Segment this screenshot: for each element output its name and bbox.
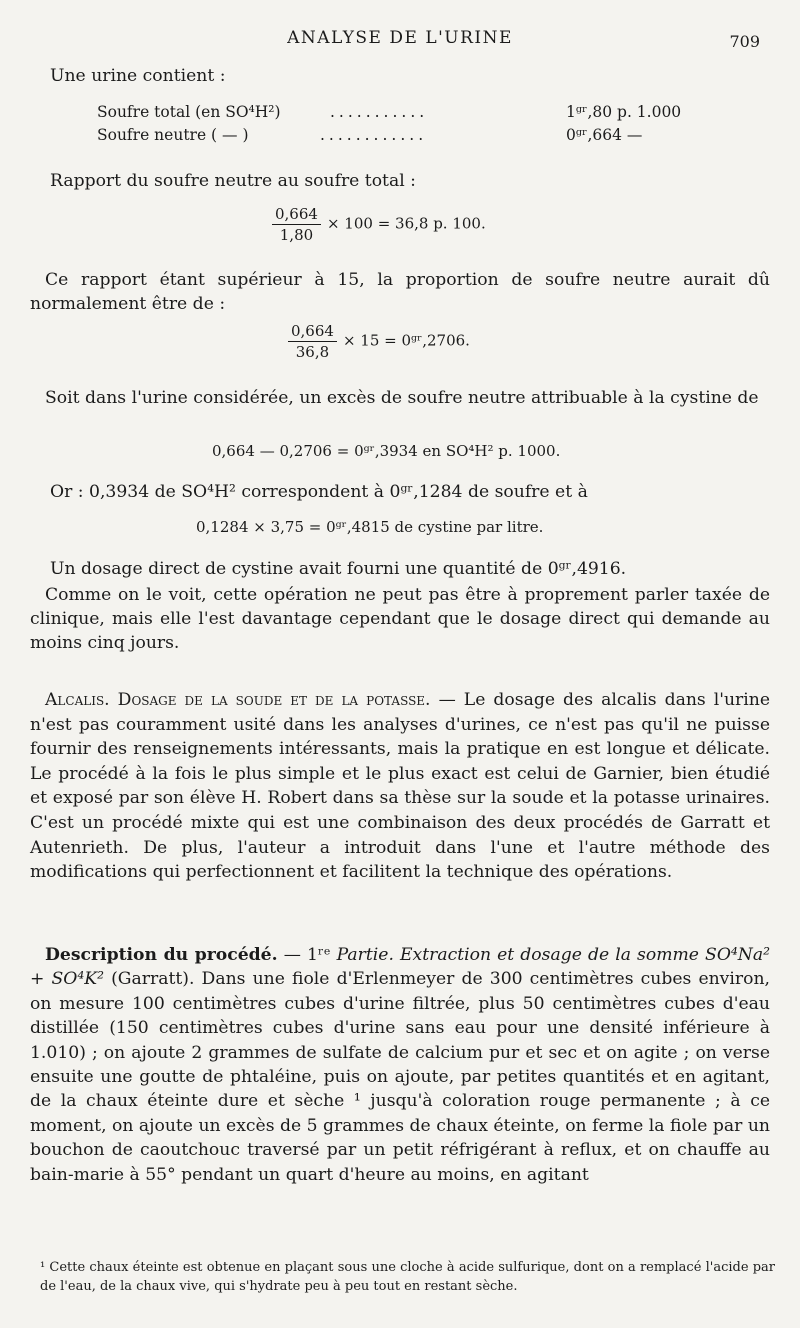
paragraph-intro: Une urine contient : bbox=[50, 66, 226, 86]
paragraph-text: Comme on le voit, cette opération ne peut pas être à proprement parler taxée de clinique, mais elle l'est davantage cependant que le dosage direct qui demande au moins cinq jours. bbox=[30, 585, 770, 653]
section-heading: Alcalis. Dosage de la soude et de la potasse. bbox=[45, 690, 431, 710]
dot-leader: ............ bbox=[320, 126, 428, 144]
section-text: (Garratt). Dans une fiole d'Erlenmeyer de 300 centimètres cubes environ, on mesure 100 centimètres cubes d'urine filtrée, plus 50 centimètres cubes d'eau distillée (150 centimètres cubes d'urine sans eau pour une densité inférieure à 1.010) ; on ajoute 2 grammes de sulfate de calcium pur et sec et on agite ; on verse ensuite une goutte de phtaléine, puis on ajoute, par petites quantités et en agitant, de la chaux éteinte dure et sèche ¹ jusqu'à coloration rouge permanente ; à ce moment, on ajoute un excès de 5 grammes de chaux éteinte, on ferme la fiole par un bouchon de caoutchouc traversé par un petit réfrigérant à reflux, et on chauffe au bain-marie à 55° pendant un quart d'heure au moins, en agitant bbox=[30, 969, 770, 1185]
section-part-title: Partie. Extraction et dosage de la somme SO⁴Na² + SO⁴K² bbox=[30, 945, 770, 990]
page-number: 709 bbox=[729, 32, 760, 51]
running-header bbox=[0, 28, 800, 54]
paragraph-text: Ce rapport étant supérieur à 15, la proportion de soufre neutre aurait dû normalement être de : bbox=[30, 270, 770, 314]
equation-proportion bbox=[288, 321, 470, 362]
footnote: ¹ Cette chaux éteinte est obtenue en plaçant sous une cloche à acide sulfurique, dont on a remplacé l'acide par de l'eau, de la chaux vive, qui s'hydrate peu à peu tout en restant sèche. bbox=[40, 1260, 775, 1294]
equation-cystine: 0,1284 × 3,75 = 0ᵍʳ,4815 de cystine par litre. bbox=[196, 518, 544, 536]
fraction-denominator: 1,80 bbox=[279, 226, 314, 244]
fraction bbox=[272, 204, 321, 245]
equation-rest: × 100 = 36,8 p. 100. bbox=[326, 214, 486, 233]
section-text: — Le dosage des alcalis dans l'urine n'est pas couramment usité dans les analyses d'urines, ce n'est pas qu'il ne puisse fournir des renseignements intéressants, mais la pratique en est longue et délicate. Le procédé à la fois le plus simple et le plus exact est celui de Garnier, bien étudié et exposé par son élève H. Robert dans sa thèse sur la soude et la potasse urinaires. C'est un procédé mixte qui est une combinaison des deux procédés de Garratt et Autenrieth. De plus, l'auteur a introduit dans l'une et l'autre méthode des modifications qui perfectionnent et facilitent la technique des opérations. bbox=[30, 690, 770, 883]
paragraph-correspondence: Or : 0,3934 de SO⁴H² correspondent à 0ᵍʳ,1284 de soufre et à bbox=[50, 482, 588, 502]
equation-excess: 0,664 — 0,2706 = 0ᵍʳ,3934 en SO⁴H² p. 1000. bbox=[212, 442, 561, 460]
header-title: ANALYSE DE L'URINE bbox=[287, 28, 513, 48]
table-row-label: Soufre neutre ( — ) bbox=[97, 126, 249, 144]
paragraph-text: Soit dans l'urine considérée, un excès de soufre neutre attribuable à la cystine de bbox=[45, 388, 759, 408]
table-row-value: 1ᵍʳ,80 p. 1.000 bbox=[566, 103, 682, 121]
paragraph-comparison bbox=[30, 583, 770, 655]
paragraph-direct-dosage: Un dosage direct de cystine avait fourni une quantité de 0ᵍʳ,4916. bbox=[50, 559, 627, 579]
paragraph-excess bbox=[30, 386, 770, 410]
equation-rest: × 15 = 0ᵍʳ,2706. bbox=[342, 331, 470, 350]
paragraph-ratio: Rapport du soufre neutre au soufre total : bbox=[50, 171, 416, 191]
fraction-numerator: 0,664 bbox=[272, 204, 321, 225]
section-body bbox=[30, 688, 770, 885]
paragraph-proportion bbox=[30, 268, 770, 316]
section-alkalis bbox=[30, 688, 770, 885]
section-body bbox=[30, 943, 770, 1187]
fraction bbox=[288, 321, 337, 362]
table-row-label: Soufre total (en SO⁴H²) bbox=[97, 103, 281, 121]
section-part-intro: — 1ʳᵉ bbox=[277, 945, 337, 965]
section-procedure bbox=[30, 943, 770, 1187]
dot-leader: ........... bbox=[330, 103, 429, 121]
table-row-value: 0ᵍʳ,664 — bbox=[566, 126, 643, 144]
equation-ratio bbox=[272, 204, 486, 245]
fraction-numerator: 0,664 bbox=[288, 321, 337, 342]
fraction-denominator: 36,8 bbox=[295, 343, 330, 361]
section-heading: Description du procédé. bbox=[45, 945, 278, 965]
